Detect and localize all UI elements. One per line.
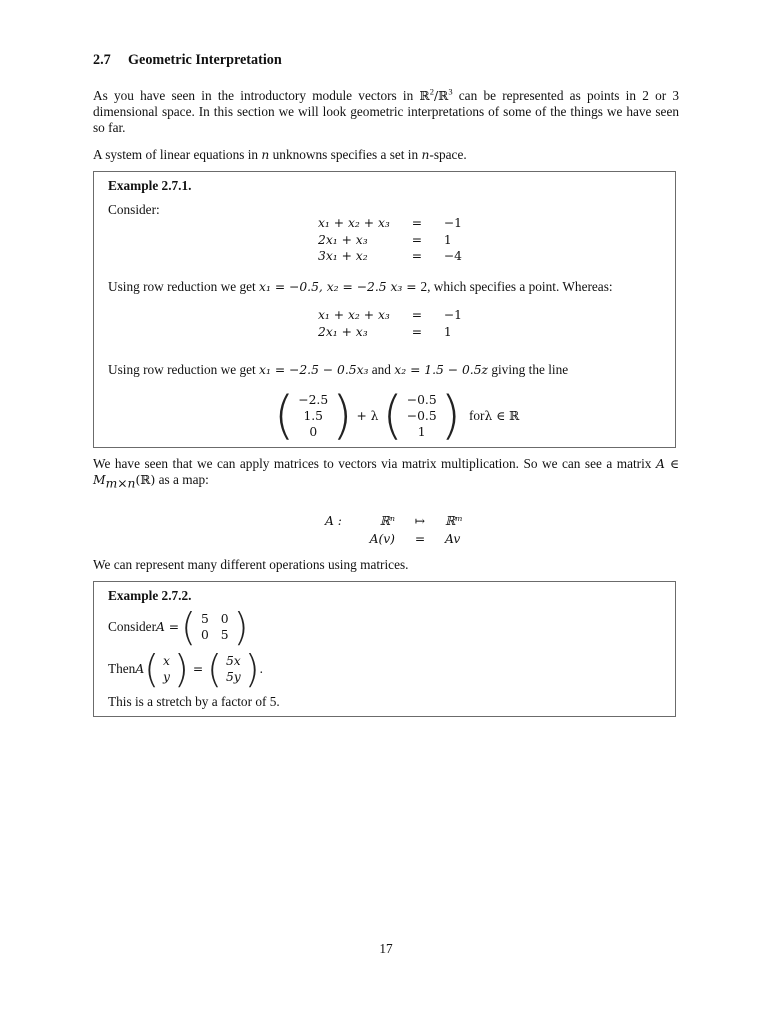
right-paren: ) (332, 386, 353, 446)
matrix-definition (108, 605, 249, 649)
vector-entry: −0.5 (406, 393, 437, 407)
matrix-text: We have seen that we can apply matrices to vectors via matrix multiplication. So we can see a matrix (93, 456, 656, 471)
result-text: and (368, 362, 395, 377)
result-text: 2, which specifies a point. Whereas: (420, 279, 613, 294)
matrix-text: as a map: (155, 472, 209, 487)
matrix-paragraph (93, 456, 679, 491)
r2-exponent: 2 (429, 86, 434, 97)
section-heading (93, 52, 282, 68)
equals-sign: = (411, 232, 422, 247)
equals-sign: = (411, 324, 422, 339)
left-paren: ( (144, 647, 160, 691)
matrix-entry: 5 (200, 612, 209, 626)
equation-rhs: −4 (443, 249, 462, 263)
equation-lhs: x₁ + x₂ + x₃ (318, 216, 390, 230)
intro-text-end: can be represented as points in 2 or 3 dimensional space. In this section we will look geometric interpretations of some of the things we have seen so far. (93, 88, 680, 135)
result-math: x₁ = −0.5, x₂ = −2.5 x₃ = (259, 280, 421, 294)
equation-system-1 (318, 215, 462, 265)
maps-to-arrow: ↦ (414, 514, 426, 528)
result-math: x₂ = 1.5 − 0.5z (394, 363, 488, 377)
matrix-entry: 5 (220, 628, 229, 642)
matrix-application (108, 647, 263, 691)
result-text: Using row reduction we get (108, 279, 260, 294)
vector-entry: −2.5 (298, 393, 329, 407)
example-title: Example 2.7.2. (108, 588, 192, 603)
section-number: 2.7 (93, 52, 111, 68)
section-title: Geometric Interpretation (128, 52, 282, 68)
period: . (259, 661, 263, 676)
slash: / (433, 89, 439, 103)
column-vector (274, 386, 353, 446)
intro-paragraph (93, 88, 679, 136)
lambda-domain: λ ∈ ℝ (484, 409, 520, 423)
matrix-set: A ∈ M (93, 457, 679, 487)
equation-lhs: 3x₁ + x₂ (318, 249, 368, 263)
row-reduction-result-2 (108, 362, 568, 378)
vector-entry: −0.5 (406, 409, 437, 423)
left-paren: ( (181, 605, 196, 649)
r3-symbol: ℝ (438, 89, 449, 103)
n-variable: n (261, 148, 270, 162)
operations-sentence: We can represent many different operations using matrices. (93, 557, 409, 572)
matrix-entry: 0 (220, 612, 229, 626)
example-title: Example 2.7.1. (108, 178, 192, 193)
map-result: Av (445, 532, 461, 546)
result-math: x₁ = −2.5 − 0.5x₃ (259, 363, 369, 377)
example-2-7-2-box (93, 581, 676, 717)
input-vector (144, 647, 189, 691)
left-paren: ( (382, 386, 403, 446)
equals-sign: = (192, 662, 204, 676)
matrix-entry: 0 (200, 628, 209, 642)
output-vector (207, 647, 260, 691)
for-label: for (468, 408, 485, 423)
equals-sign: = (411, 216, 422, 230)
map-domain: ℝⁿ (379, 514, 395, 528)
result-text: giving the line (488, 362, 569, 377)
equation-rhs: 1 (443, 324, 452, 339)
vector-entry: 0 (309, 425, 318, 439)
equation-rhs: −1 (443, 216, 462, 230)
map-blank (325, 531, 347, 547)
vector-entry: x (163, 654, 170, 668)
left-paren: ( (207, 647, 222, 691)
matrix-set-subscript: m×n (105, 476, 136, 491)
row-reduction-result-1 (108, 279, 613, 295)
system-text-3: -space. (429, 147, 467, 162)
right-paren: ) (244, 647, 260, 691)
matrix-name: A (135, 662, 145, 676)
matrix-name: A = (156, 620, 180, 634)
equals-sign: = (411, 308, 422, 322)
vector-entry: 1 (417, 425, 426, 439)
map-codomain: ℝᵐ (445, 514, 463, 528)
stretch-note: This is a stretch by a factor of 5. (108, 694, 280, 709)
vector-entry: 5x (225, 654, 241, 668)
then-text: Then (108, 661, 136, 676)
n-variable: n (421, 148, 430, 162)
equation-rhs: 1 (443, 232, 452, 247)
vector-entry: 5y (225, 670, 241, 684)
vector-entry: y (163, 670, 170, 684)
intro-text-start: As you have seen in the introductory module vectors in (93, 88, 420, 103)
equals-sign: = (414, 532, 426, 546)
right-paren: ) (233, 605, 249, 649)
system-sentence (93, 147, 679, 163)
page-number: 17 (379, 941, 393, 956)
system-text-2: unknowns specifies a set in (269, 147, 422, 162)
matrix-2x2 (181, 605, 249, 649)
equation-system-2 (318, 307, 462, 340)
map-name: A : (325, 514, 342, 528)
map-definition (325, 513, 463, 547)
consider-text: Consider (108, 619, 157, 634)
example-2-7-1-box (93, 171, 676, 448)
equation-lhs: 2x₁ + x₃ (318, 324, 368, 339)
result-text: Using row reduction we get (108, 362, 260, 377)
equation-lhs: 2x₁ + x₃ (318, 232, 368, 247)
r2-symbol: ℝ (419, 89, 430, 103)
equation-rhs: −1 (443, 308, 462, 322)
equals-sign: = (411, 249, 422, 263)
right-paren: ) (440, 386, 461, 446)
equation-lhs: x₁ + x₂ + x₃ (318, 308, 390, 322)
system-text-1: A system of linear equations in (93, 147, 262, 162)
line-equation (274, 388, 519, 444)
map-application: A(v) (369, 532, 395, 546)
vector-entry: 1.5 (303, 409, 324, 423)
plus-lambda: + λ (356, 409, 379, 423)
right-paren: ) (174, 647, 189, 691)
left-paren: ( (274, 386, 295, 446)
matrix-set-field: (ℝ) (135, 473, 156, 487)
r3-exponent: 3 (448, 86, 453, 97)
consider-label: Consider: (108, 202, 160, 217)
column-vector (382, 386, 461, 446)
